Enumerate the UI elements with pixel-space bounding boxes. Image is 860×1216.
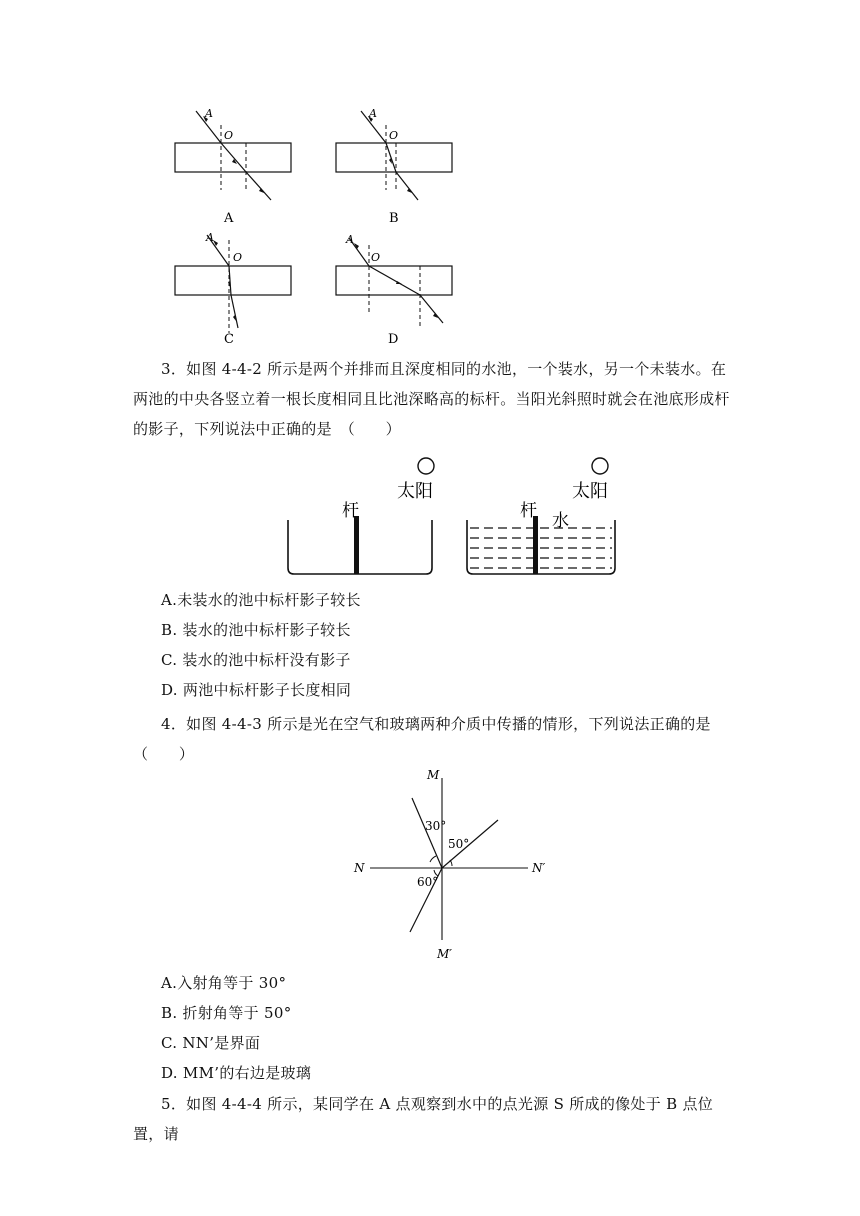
- figure-d-label: D: [388, 332, 399, 345]
- left-pole: [354, 516, 359, 574]
- figure-d-point-a: A: [346, 233, 354, 246]
- right-pole: [533, 516, 538, 574]
- water-label: 水: [552, 511, 569, 531]
- left-sun-label: 太阳: [397, 481, 433, 502]
- right-sun-icon: [592, 458, 608, 474]
- q4-option-c[interactable]: C. NN’是界面: [161, 1034, 261, 1052]
- label-angle-60: 60°: [417, 875, 439, 889]
- right-sun-label: 太阳: [572, 481, 608, 502]
- q2-figure-b: [336, 107, 452, 226]
- figure-b-point-o: O: [389, 129, 399, 142]
- left-sun-icon: [418, 458, 434, 474]
- q3-question-text: 3．如图 4-4-2 所示是两个并排而且深度相同的水池，一个装水，另一个未装水。在两池的中央各竖立着一根长度相同且比池深略高的标杆。当阳光斜照时就会在池底形成杆的影子，下列说法中正确的是 （ ）: [133, 360, 730, 438]
- figure-c-point-o: O: [233, 251, 243, 264]
- water-pool: [467, 458, 615, 574]
- figure-d-point-o: O: [371, 251, 381, 264]
- q2-option-figures: [150, 95, 470, 345]
- q4-question-text: 4．如图 4-4-3 所示是光在空气和玻璃两种介质中传播的情形，下列说法正确的是（ ）: [133, 715, 711, 763]
- label-angle-30: 30°: [425, 819, 447, 833]
- label-n: N: [354, 861, 365, 875]
- label-angle-50: 50°: [448, 837, 470, 851]
- figure-a-point-a: A: [205, 107, 213, 120]
- empty-pool: [288, 458, 434, 574]
- figure-b-point-a: A: [369, 107, 377, 120]
- q3-option-b[interactable]: B. 装水的池中标杆影子较长: [161, 621, 351, 639]
- q4-option-b[interactable]: B. 折射角等于 50°: [161, 1004, 292, 1022]
- q3-option-c[interactable]: C. 装水的池中标杆没有影子: [161, 651, 351, 669]
- left-pole-label: 杆: [342, 501, 359, 521]
- label-m: M: [427, 768, 440, 782]
- q3-pool-figure: [280, 452, 620, 582]
- figure-b-label: B: [389, 211, 399, 226]
- label-m-prime: M′: [437, 947, 453, 961]
- figure-c-label: C: [224, 332, 234, 345]
- q3-option-d[interactable]: D. 两池中标杆影子长度相同: [161, 681, 352, 699]
- figure-c-point-a: A: [206, 231, 214, 244]
- q4-ray-figure: [340, 762, 560, 962]
- q2-figure-d: [336, 233, 452, 345]
- ray-upper-left: [412, 798, 442, 868]
- q3-option-a[interactable]: A.未装水的池中标杆影子较长: [161, 591, 361, 609]
- q2-figure-a: [175, 107, 291, 226]
- q5-question-text: 5．如图 4-4-4 所示，某同学在 A 点观察到水中的点光源 S 所成的像处于 B 点位置，请: [133, 1095, 714, 1143]
- right-pole-label: 杆: [520, 501, 537, 521]
- q4-option-d[interactable]: D. MM’的右边是玻璃: [161, 1064, 312, 1082]
- figure-a-label: A: [224, 211, 234, 226]
- q2-figure-c: [175, 231, 291, 345]
- figure-a-point-o: O: [224, 129, 234, 142]
- label-n-prime: N′: [532, 861, 546, 875]
- q4-option-a[interactable]: A.入射角等于 30°: [161, 974, 287, 992]
